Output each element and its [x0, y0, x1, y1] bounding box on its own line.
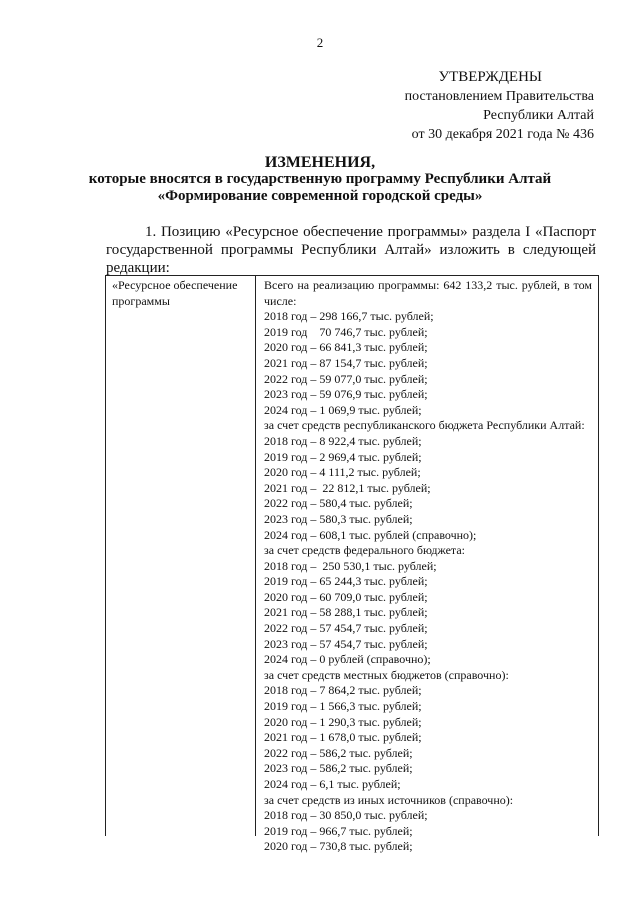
table-line: 2024 год – 0 рублей (справочно); [264, 652, 431, 667]
table-line: 2024 год – 608,1 тыс. рублей (справочно); [264, 527, 477, 542]
table-line: 2023 год – 586,2 тыс. рублей; [264, 761, 413, 776]
table-line: 2020 год – 66 841,3 тыс. рублей; [264, 340, 428, 355]
table-line: 2020 год – 1 290,3 тыс. рублей; [264, 714, 422, 729]
table-line: 2019 год 70 746,7 тыс. рублей; [264, 324, 428, 339]
table-line: за счет средств федерального бюджета: [264, 543, 465, 558]
table-line: 2022 год – 580,4 тыс. рублей; [264, 496, 413, 511]
approval-line-2: постановлением Правительства [404, 89, 594, 104]
table-line: 2021 год – 58 288,1 тыс. рублей; [264, 605, 428, 620]
table-line: за счет средств из иных источников (справочно): [264, 792, 514, 807]
table-line: 2018 год – 298 166,7 тыс. рублей; [264, 309, 434, 324]
intro-text: 1. Позицию «Ресурсное обеспечение программы» раздела I «Паспорт государственной программы Республики Алтай» изложить в следующей редакции: [106, 224, 596, 276]
table-line: 2021 год – 87 154,7 тыс. рублей; [264, 355, 428, 370]
table-line: Всего на реализацию программы: 642 133,2 тыс. рублей, в том числе: [264, 278, 592, 308]
table-line: 2018 год – 8 922,4 тыс. рублей; [264, 433, 422, 448]
table-line: 2024 год – 6,1 тыс. рублей; [264, 777, 401, 791]
table-right-cell [257, 276, 598, 854]
table-line: 2019 год – 966,7 тыс. рублей; [264, 823, 413, 838]
table-line: 2021 год – 22 812,1 тыс. рублей; [264, 480, 431, 495]
title-line-1: ИЗМЕНЕНИЯ, [264, 154, 376, 171]
approval-stamp [294, 68, 594, 144]
title-line-2: которые вносятся в государственную программу Республики Алтай [88, 171, 552, 187]
table-line: 2018 год – 250 530,1 тыс. рублей; [264, 558, 437, 573]
table-line: за счет средств местных бюджетов (справочно): [264, 667, 509, 682]
approval-line-3: Республики Алтай [483, 108, 594, 123]
table-line: 2022 год – 586,2 тыс. рублей; [264, 745, 413, 760]
intro-paragraph [106, 223, 596, 277]
approval-line-1: УТВЕРЖДЕНЫ [438, 69, 542, 85]
resource-table [105, 275, 599, 854]
table-line: 2024 год – 1 069,9 тыс. рублей; [264, 402, 422, 417]
table-line: 2023 год – 57 454,7 тыс. рублей; [264, 636, 428, 651]
table-line: 2020 год – 4 111,2 тыс. рублей; [264, 465, 421, 480]
table-line: 2019 год – 1 566,3 тыс. рублей; [264, 699, 422, 714]
approval-line-4: от 30 декабря 2021 года № 436 [411, 127, 594, 142]
table-line: 2019 год – 2 969,4 тыс. рублей; [264, 449, 422, 464]
table-left-cell: «Ресурсное обеспечение программы [106, 276, 256, 836]
document-title [0, 154, 640, 205]
table-line: 2023 год – 580,3 тыс. рублей; [264, 511, 413, 526]
table-line: 2019 год – 65 244,3 тыс. рублей; [264, 574, 428, 589]
page-number: 2 [316, 35, 324, 50]
table-line: 2018 год – 30 850,0 тыс. рублей; [264, 808, 428, 823]
table-line: 2023 год – 59 076,9 тыс. рублей; [264, 387, 428, 402]
table-line: 2018 год – 7 864,2 тыс. рублей; [264, 683, 422, 698]
table-line: 2021 год – 1 678,0 тыс. рублей; [264, 730, 422, 745]
table-line: 2020 год – 730,8 тыс. рублей; [264, 839, 413, 854]
title-line-3: «Формирование современной городской среды» [157, 188, 483, 204]
table-line: 2022 год – 59 077,0 тыс. рублей; [264, 371, 428, 386]
table-line: 2020 год – 60 709,0 тыс. рублей; [264, 589, 428, 604]
table-line: за счет средств республиканского бюджета Республики Алтай: [264, 418, 585, 433]
table-line: 2022 год – 57 454,7 тыс. рублей; [264, 621, 428, 636]
